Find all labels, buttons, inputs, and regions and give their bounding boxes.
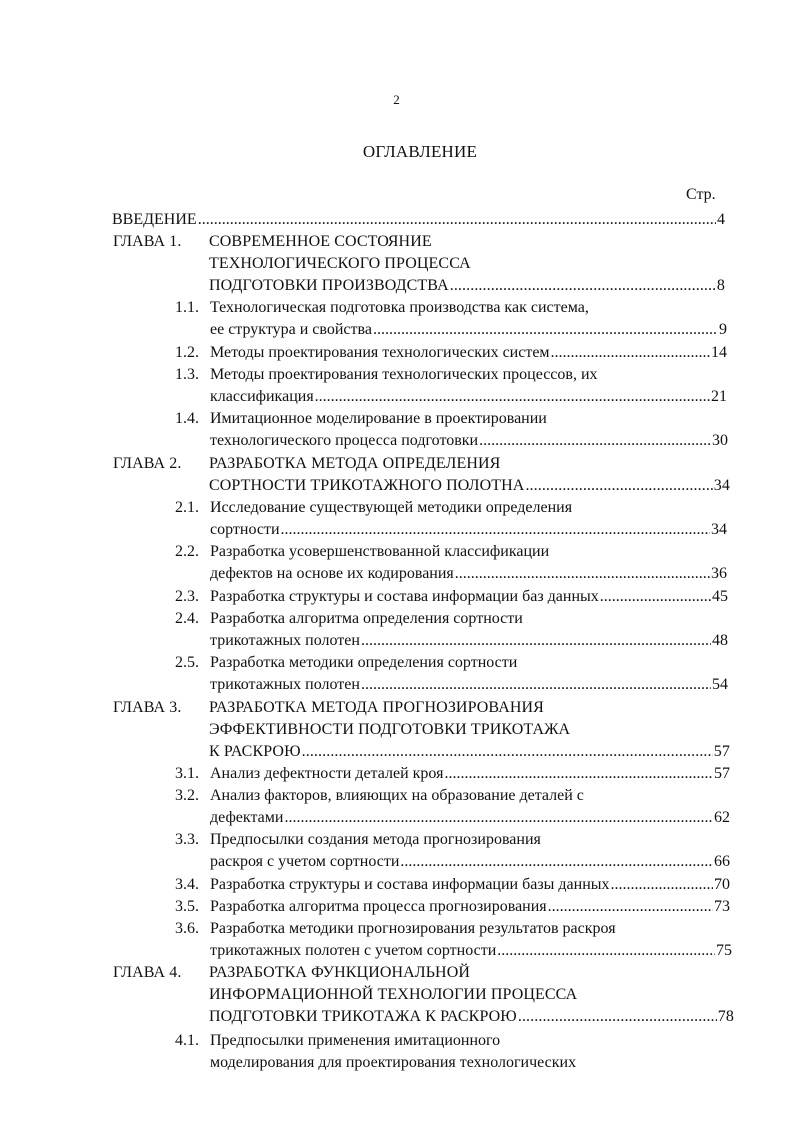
- toc-text: ЭФФЕКТИВНОСТИ ПОДГОТОВКИ ТРИКОТАЖА: [209, 721, 571, 738]
- dot-leader: [518, 1006, 717, 1027]
- dot-leader: [611, 874, 713, 895]
- toc-page-number: 57: [713, 743, 730, 760]
- toc-chapter-line: [113, 475, 730, 496]
- chapter-label: ГЛАВА 4.: [113, 964, 182, 981]
- toc-page-number: 8: [716, 277, 725, 294]
- chapter-label: ГЛАВА 2.: [113, 455, 182, 472]
- toc-text: Разработка алгоритма процесса прогнозирования: [210, 898, 547, 915]
- dot-leader: [400, 851, 713, 872]
- toc-entry: [112, 209, 725, 230]
- toc-section-line: [175, 430, 728, 451]
- toc-section-line: [175, 874, 730, 895]
- toc-text: сортности: [210, 521, 280, 538]
- toc-section-line: [175, 652, 728, 673]
- section-number: 2.3.: [175, 588, 199, 605]
- dot-leader: [284, 807, 713, 828]
- page-title: ОГЛАВЛЕНИЕ: [362, 142, 478, 161]
- dot-leader: [198, 209, 716, 230]
- toc-section-line: [175, 763, 730, 784]
- section-number: 1.3.: [175, 366, 199, 383]
- toc-text: РАЗРАБОТКА МЕТОДА ПРОГНОЗИРОВАНИЯ: [209, 699, 544, 716]
- page-number: 2: [393, 92, 400, 107]
- toc-text: дефектов на основе их кодирования: [210, 565, 454, 582]
- chapter-label: ГЛАВА 3.: [113, 699, 182, 716]
- toc-text: Методы проектирования технологических процессов, их: [210, 366, 598, 383]
- toc-section-line: [175, 674, 728, 695]
- toc-page-number: 78: [717, 1008, 734, 1025]
- toc-text: ее структура и свойства: [210, 321, 372, 338]
- toc-section-line: [175, 896, 730, 917]
- toc-section-line: [175, 541, 727, 562]
- toc-text: РАЗРАБОТКА МЕТОДА ОПРЕДЕЛЕНИЯ: [209, 455, 501, 472]
- dot-leader: [548, 896, 713, 917]
- section-number: 3.2.: [175, 787, 199, 804]
- toc-text: ПОДГОТОВКИ ТРИКОТАЖА К РАСКРОЮ: [209, 1008, 517, 1025]
- toc-text: Имитационное моделирование в проектировании: [210, 410, 547, 427]
- toc-text: классификация: [210, 388, 314, 405]
- dot-leader: [600, 586, 711, 607]
- section-number: 3.3.: [175, 831, 199, 848]
- toc-text: Разработка алгоритма определения сортности: [210, 610, 523, 627]
- toc-page-number: 14: [711, 344, 727, 361]
- toc-page-number: 34: [713, 477, 730, 494]
- dot-leader: [497, 940, 715, 961]
- toc-section-line: [175, 918, 732, 939]
- toc-text: технологического процесса подготовки: [210, 432, 479, 449]
- toc-section-line: [175, 829, 730, 850]
- section-number: 3.1.: [175, 765, 199, 782]
- toc-text: трикотажных полотен: [210, 676, 360, 693]
- toc-text: Разработка методики определения сортности: [210, 654, 518, 671]
- toc-text: Разработка методики прогнозирования результатов раскроя: [210, 920, 616, 937]
- toc-section-line: [175, 519, 727, 540]
- toc-text: ВВЕДЕНИЕ: [112, 211, 197, 228]
- dot-leader: [281, 519, 711, 540]
- section-number: 2.2.: [175, 543, 199, 560]
- toc-text: СОВРЕМЕННОЕ СОСТОЯНИЕ: [209, 233, 432, 250]
- section-number: 3.5.: [175, 898, 199, 915]
- toc-section-line: [175, 1052, 734, 1073]
- toc-text: раскроя с учетом сортности: [210, 853, 400, 870]
- toc-page-number: 66: [714, 853, 730, 870]
- toc-chapter-line: [113, 741, 730, 762]
- toc-text: ПОДГОТОВКИ ПРОИЗВОДСТВА: [209, 277, 449, 294]
- section-number: 4.1.: [175, 1032, 199, 1049]
- toc-text: Предпосылки применения имитационного: [210, 1032, 501, 1049]
- toc-section-line: [175, 408, 728, 429]
- toc-text: Разработка структуры и состава информации баз данных: [210, 588, 599, 605]
- toc-section-line: [175, 586, 728, 607]
- toc-text: ТЕХНОЛОГИЧЕСКОГО ПРОЦЕССА: [209, 255, 471, 272]
- toc-page-number: 54: [712, 676, 728, 693]
- toc-chapter-line: [113, 275, 725, 296]
- dot-leader: [315, 386, 710, 407]
- toc-page-number: 45: [712, 588, 728, 605]
- toc-text: моделирования для проектирования технологических: [210, 1054, 577, 1071]
- page-column-label: Стр.: [686, 186, 716, 203]
- dot-leader: [361, 630, 711, 651]
- toc-text: трикотажных полотен: [210, 632, 360, 649]
- dot-leader: [302, 741, 713, 762]
- section-number: 3.4.: [175, 876, 199, 893]
- toc-page-number: 30: [712, 432, 728, 449]
- toc-page-number: 4: [717, 211, 725, 228]
- section-number: 1.4.: [175, 410, 199, 427]
- toc-page-number: 21: [711, 388, 727, 405]
- toc-section-line: [175, 297, 727, 318]
- dot-leader: [450, 275, 716, 296]
- toc-section-line: [175, 563, 727, 584]
- dot-leader: [373, 319, 718, 340]
- toc-text: Анализ факторов, влияющих на образование деталей с: [210, 787, 584, 804]
- toc-chapter-line: [113, 253, 725, 274]
- toc-section-line: [175, 1030, 734, 1051]
- toc-text: Анализ дефектности деталей кроя: [210, 765, 444, 782]
- toc-page-number: 34: [711, 521, 727, 538]
- toc-section-line: [175, 940, 732, 961]
- toc-section-line: [175, 319, 727, 340]
- toc-text: РАЗРАБОТКА ФУНКЦИОНАЛЬНОЙ: [209, 964, 471, 981]
- toc-section-line: [175, 785, 730, 806]
- dot-leader: [455, 563, 710, 584]
- dot-leader: [525, 475, 712, 496]
- toc-text: дефектами: [210, 809, 284, 826]
- toc-text: Разработка усовершенствованной классификации: [210, 543, 550, 560]
- toc-section-line: [175, 807, 730, 828]
- toc-page-number: 62: [714, 809, 730, 826]
- toc-page-number: 36: [711, 565, 727, 582]
- dot-leader: [551, 342, 710, 363]
- toc-text: Исследование существующей методики определения: [210, 499, 573, 516]
- dot-leader: [479, 430, 711, 451]
- section-number: 2.5.: [175, 654, 199, 671]
- dot-leader: [444, 763, 713, 784]
- section-number: 2.1.: [175, 499, 199, 516]
- toc-text: Предпосылки создания метода прогнозирования: [210, 831, 541, 848]
- toc-section-line: [175, 342, 727, 363]
- toc-section-line: [175, 608, 728, 629]
- section-number: 1.2.: [175, 344, 199, 361]
- toc-text: трикотажных полотен с учетом сортности: [210, 942, 497, 959]
- section-number: 1.1.: [175, 299, 199, 316]
- toc-text: К РАСКРОЮ: [209, 743, 301, 760]
- toc-text: Технологическая подготовка производства как система,: [210, 299, 589, 316]
- dot-leader: [361, 674, 711, 695]
- toc-chapter-line: [113, 231, 725, 252]
- toc-text: СОРТНОСТИ ТРИКОТАЖНОГО ПОЛОТНА: [209, 477, 525, 494]
- toc-chapter-line: [113, 984, 734, 1005]
- toc-text: ИНФОРМАЦИОННОЙ ТЕХНОЛОГИИ ПРОЦЕССА: [209, 986, 578, 1003]
- toc-page-number: 73: [714, 898, 730, 915]
- toc-chapter-line: [113, 1006, 734, 1027]
- toc-section-line: [175, 386, 727, 407]
- section-number: 3.6.: [175, 920, 199, 937]
- toc-chapter-line: [113, 453, 730, 474]
- toc-page-number: 70: [714, 876, 730, 893]
- toc-section-line: [175, 497, 727, 518]
- toc-page-number: 57: [714, 765, 730, 782]
- toc-page-number: 48: [712, 632, 728, 649]
- toc-section-line: [175, 851, 730, 872]
- toc-chapter-line: [113, 719, 730, 740]
- toc-section-line: [175, 630, 728, 651]
- toc-text: Методы проектирования технологических систем: [210, 344, 550, 361]
- toc-section-line: [175, 364, 727, 385]
- toc-page-number: 9: [719, 321, 727, 338]
- toc-chapter-line: [113, 697, 730, 718]
- chapter-label: ГЛАВА 1.: [113, 233, 182, 250]
- section-number: 2.4.: [175, 610, 199, 627]
- toc-text: Разработка структуры и состава информации базы данных: [210, 876, 610, 893]
- toc-chapter-line: [113, 962, 734, 983]
- toc-page-number: 75: [716, 942, 732, 959]
